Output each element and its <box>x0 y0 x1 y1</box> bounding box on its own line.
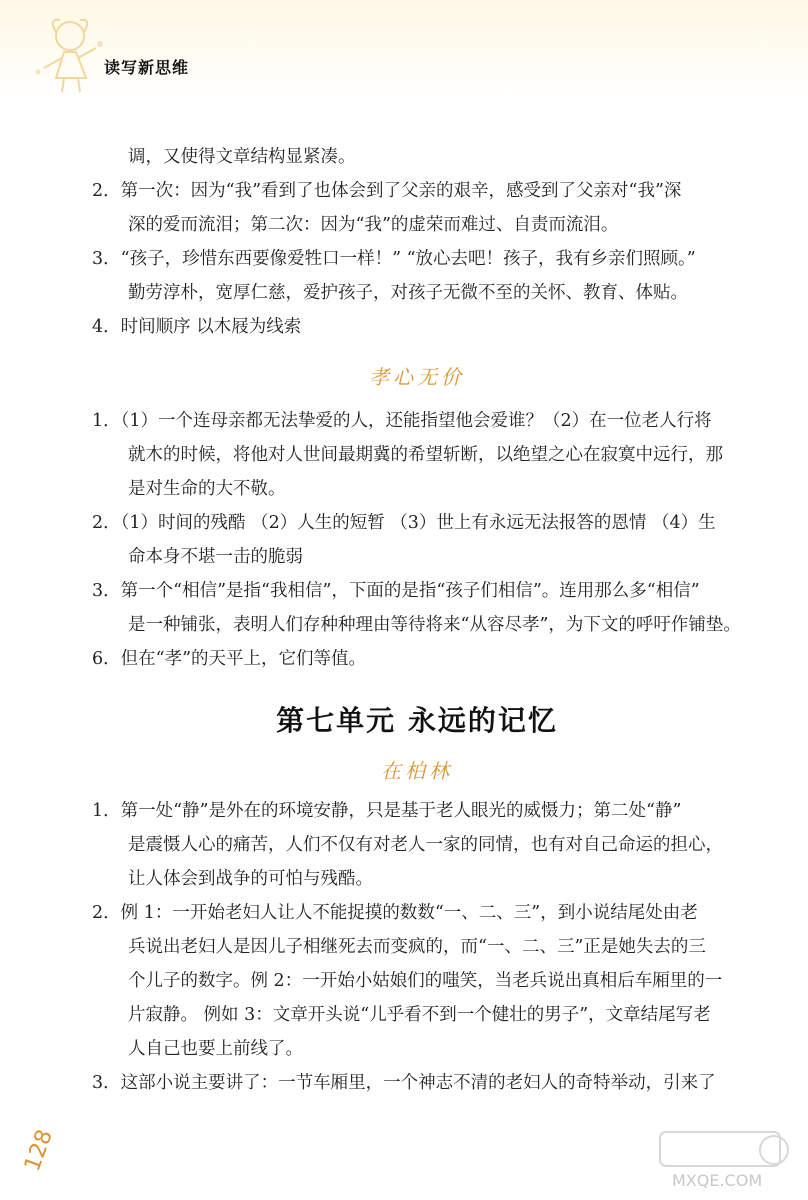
text-line: 4．时间顺序 以木屐为线索 <box>92 317 302 337</box>
text-line: 1．第一处“静”是外在的环境安静，只是基于老人眼光的威慑力；第二处“静” <box>92 801 682 821</box>
text-line: 命本身不堪一击的脆弱 <box>128 547 303 567</box>
text-line: 勤劳淳朴，宽厚仁慈，爱护孩子，对孩子无微不至的关怀、教育、体贴。 <box>128 283 688 303</box>
text-line: 兵说出老妇人是因儿子相继死去而变疯的，而“一、二、三”正是她失去的三 <box>128 937 706 957</box>
text-line: 是一种铺张，表明人们存种种理由等待将来“从容尽孝”，为下文的呼吁作铺垫。 <box>128 615 741 635</box>
text-line: 3．这部小说主要讲了：一节车厢里，一个神志不清的老妇人的奇特举动，引来了 <box>92 1073 716 1093</box>
text-line: 2．（1）时间的残酷 （2）人生的短暂 （3）世上有永远无法报答的恩情 （4）生 <box>92 513 716 533</box>
text-line: 3．“孩子，珍惜东西要像爱牲口一样！” “放心去吧！孩子，我有乡亲们照顾。” <box>92 249 696 269</box>
answers-xiaoxin-section <box>92 404 742 676</box>
header-decoration <box>0 0 808 100</box>
text-line: 就木的时候，将他对人世间最期冀的希望斩断，以绝望之心在寂寞中远行，那 <box>128 445 723 465</box>
text-line: 3．第一个“相信”是指“我相信”，下面的是指“孩子们相信”。连用那么多“相信” <box>92 581 700 601</box>
text-line: 调，又使得文章结构显紧凑。 <box>128 147 356 167</box>
text-line: 2．第一次：因为“我”看到了也体会到了父亲的艰辛，感受到了父亲对“我”深 <box>92 181 682 201</box>
header-title: 读写新思维 <box>104 58 190 77</box>
section-title-xiaoxin: 孝心无价 <box>369 365 465 389</box>
text-line: 深的爱而流泪；第二次：因为“我”的虚荣而难过、自责而流泪。 <box>128 215 619 235</box>
unit-title: 第七单元 永远的记忆 <box>276 704 558 737</box>
text-line: 片寂静。 例如 3：文章开头说“儿乎看不到一个健壮的男子”，文章结尾写老 <box>128 1005 711 1025</box>
section-title-berlin: 在柏林 <box>381 759 453 783</box>
text-line: 是对生命的大不敬。 <box>128 479 286 499</box>
answer-content <box>92 140 742 1100</box>
text-line: 6．但在“孝”的天平上，它们等值。 <box>92 649 367 669</box>
text-line: 人自己也要上前线了。 <box>128 1039 303 1059</box>
answers-previous-section <box>92 140 742 344</box>
answers-berlin-section <box>92 794 742 1100</box>
page-number: 128 <box>20 1126 58 1175</box>
text-line: 2．例 1：一开始老妇人让人不能捉摸的数数“一、二、三”，到小说结尾处由老 <box>92 903 698 923</box>
girl-doodle-icon <box>8 8 118 98</box>
text-line: 让人体会到战争的可怕与残酷。 <box>128 869 373 889</box>
text-line: 1．（1）一个连母亲都无法挚爱的人，还能指望他会爱谁？（2）在一位老人行将 <box>92 411 712 431</box>
text-line: 是震慑人心的痛苦，人们不仅有对老人一家的同情，也有对自己命运的担心， <box>128 835 723 855</box>
text-line: 个儿子的数字。例 2：一开始小姑娘们的嗤笑，当老兵说出真相后车厢里的一 <box>128 971 723 991</box>
watermark-logo-icon <box>650 1124 800 1194</box>
watermark-text: MXQE.COM <box>672 1171 763 1190</box>
